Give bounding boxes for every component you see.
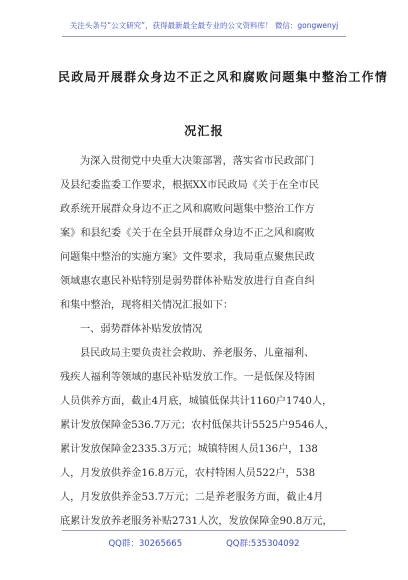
paragraph-2-line-8: 底累计发放养老服务补贴2731人次，发放保障金90.8万元， [60, 516, 333, 527]
paragraph-2-line-4: 累计发放保障金536.7万元；农村低保共计5525户9546人， [60, 420, 335, 431]
footer-qq-group-2: QQ群:535304092 [226, 539, 300, 549]
footer-qq-group-1: QQ群：30265665 [108, 539, 183, 549]
document-title-line-2: 况汇报 [184, 124, 224, 138]
paragraph-2-line-3: 人员供养方面，截止4月底，城镇低保共计1160户1740人， [60, 396, 333, 407]
paragraph-2-line-2: 残疾人福利等领域的惠民补贴发放工作。一是低保及特困 [60, 372, 315, 383]
header-divider [62, 36, 346, 37]
paragraph-1-line-3: 政系统开展群众身边不正之风和腐败问题集中整治工作方 [60, 204, 315, 215]
paragraph-1-line-1: 为深入贯彻党中央重大决策部署，落实省市民政部门 [80, 156, 315, 167]
paragraph-1-line-2: 及县纪委监委工作要求，根据XX市民政局《关于在全市民 [60, 180, 320, 191]
paragraph-1-line-4: 案》和县纪委《关于在全县开展群众身边不正之风和腐败 [60, 228, 315, 239]
paragraph-2-line-1: 县民政局主要负责社会救助、养老服务、儿童福利、 [80, 348, 315, 359]
paragraph-2-line-7: 人，月发放供养金53.7万元；二是养老服务方面，截止4月 [60, 492, 324, 503]
document-title-line-1: 民政局开展群众身边不正之风和腐败问题集中整治工作情 [58, 70, 389, 84]
footer [0, 537, 408, 549]
header-banner: 关注头条号“公文研究”，获得最新最全最专业的公文资料库！ 微信：gongwenyj [69, 21, 339, 30]
paragraph-1-line-5: 问题集中整治的实施方案》文件要求，我局重点聚焦民政 [60, 252, 315, 263]
footer-divider [62, 530, 346, 531]
paragraph-2-line-6: 人，月发放供养金16.8万元，农村特困人员522户，538 [60, 468, 316, 479]
section-heading-1: 一、弱势群体补贴发放情况 [80, 324, 203, 335]
paragraph-1-line-6: 领域惠农惠民补贴特别是弱势群体补贴发放进行自查自纠 [60, 276, 315, 287]
paragraph-2-line-5: 累计发放保障金2335.3万元；城镇特困人员136户，138 [60, 444, 318, 455]
paragraph-1-line-7: 和集中整治，现将相关情况汇报如下： [60, 300, 234, 311]
